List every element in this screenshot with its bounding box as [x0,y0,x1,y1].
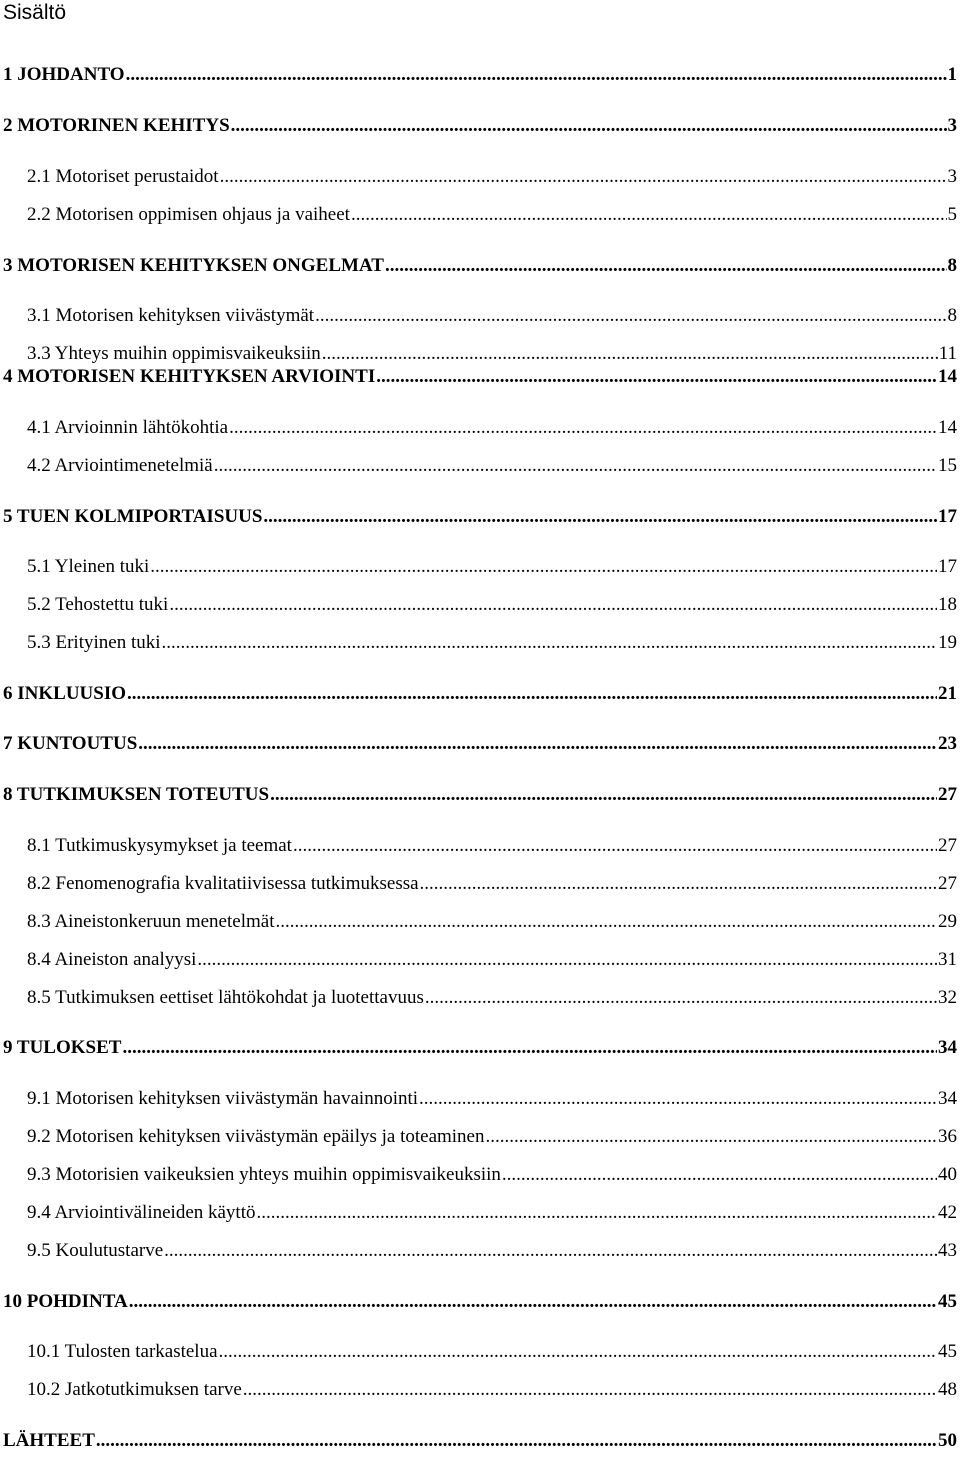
toc-entry[interactable] [3,365,957,389]
toc-entry[interactable] [27,631,957,655]
toc-dot-leader [351,203,947,227]
toc-dot-leader [243,1378,937,1402]
toc-entry-label: 10.2 Jatkotutkimuksen tarve [27,1379,242,1400]
toc-dot-leader [126,63,947,87]
toc-page-number: 8 [947,305,957,326]
toc-dot-leader [150,555,937,579]
toc-page-number: 42 [938,1202,957,1223]
toc-page-number: 11 [938,343,957,364]
toc-dot-leader [420,872,937,896]
toc-entry-label: 9.2 Motorisen kehityksen viivästymän epäilys ja toteaminen [27,1126,485,1147]
toc-dot-leader [164,1239,937,1263]
toc-page-number: 36 [938,1126,957,1147]
toc-entry-label: 10.1 Tulosten tarkastelua [27,1341,218,1362]
toc-page-number: 3 [947,115,957,136]
toc-dot-leader [263,505,937,529]
toc-entry[interactable] [27,203,957,227]
toc-page-number: 27 [938,835,957,856]
toc-entry[interactable] [3,505,957,529]
toc-dot-leader [127,682,937,706]
toc-entry-label: 9.1 Motorisen kehityksen viivästymän havainnointi [27,1088,419,1109]
toc-entry[interactable] [3,682,957,706]
toc-dot-leader [315,304,946,328]
toc-entry[interactable] [27,1087,957,1111]
toc-entry-label: 9.5 Koulutustarve [27,1240,164,1261]
toc-dot-leader [502,1163,937,1187]
toc-entry-label: 9.3 Motorisien vaikeuksien yhteys muihin oppimisvaikeuksiin [27,1164,501,1185]
toc-page-number: 43 [938,1240,957,1261]
toc-page-number: 14 [938,366,957,387]
toc-page-number: 27 [938,873,957,894]
toc-page-number: 15 [938,455,957,476]
toc-page-number: 21 [938,683,957,704]
toc-entry-label: 8 TUTKIMUKSEN TOTEUTUS [3,784,270,805]
toc-entry[interactable] [27,1125,957,1149]
toc-page-number: 45 [938,1291,957,1312]
toc-entry-label: 3.1 Motorisen kehityksen viivästymät [27,305,315,326]
toc-page-number: 27 [938,784,957,805]
toc-entry-label: 5.2 Tehostettu tuki [27,594,169,615]
toc-entry[interactable] [27,165,957,189]
toc-entry-label: 4.2 Arviointimenetelmiä [27,455,213,476]
toc-entry-label: 9 TULOKSET [3,1037,122,1058]
toc-page-number: 34 [938,1037,957,1058]
toc-dot-leader [219,1340,937,1364]
toc-entry-label: 3 MOTORISEN KEHITYKSEN ONGELMAT [3,255,384,276]
toc-page-number: 23 [938,733,957,754]
toc-entry[interactable] [27,416,957,440]
toc-entry[interactable] [27,986,957,1010]
toc-page-number: 29 [938,911,957,932]
toc-entry[interactable] [3,63,957,87]
toc-entry[interactable] [27,1201,957,1225]
toc-entry-label: 8.5 Tutkimuksen eettiset lähtökohdat ja luotettavuus [27,987,424,1008]
toc-dot-leader [275,910,937,934]
toc-entry[interactable] [3,254,957,278]
toc-entry-label: 8.1 Tutkimuskysymykset ja teemat [27,835,292,856]
toc-dot-leader [376,365,937,389]
toc-entry-label: 3.3 Yhteys muihin oppimisvaikeuksiin [27,343,321,364]
toc-dot-leader [229,416,937,440]
toc-entry-label: 10 POHDINTA [3,1291,128,1312]
toc-dot-leader [162,631,937,655]
toc-dot-leader [122,1036,937,1060]
toc-page-number: 50 [938,1430,957,1451]
toc-page-number: 19 [938,632,957,653]
toc-entry-label: 8.3 Aineistonkeruun menetelmät [27,911,275,932]
toc-entry-label: 9.4 Arviointivälineiden käyttö [27,1202,256,1223]
toc-entry[interactable] [27,1340,957,1364]
toc-page-number: 5 [947,204,957,225]
toc-entry[interactable] [27,304,957,328]
toc-entry-label: LÄHTEET [3,1430,95,1451]
toc-dot-leader [257,1201,938,1225]
toc-entry[interactable] [3,732,957,756]
toc-entry-label: 4.1 Arvioinnin lähtökohtia [27,417,229,438]
page-title: Sisältö [3,1,67,24]
toc-dot-leader [270,783,937,807]
toc-entry[interactable] [3,1036,957,1060]
toc-entry[interactable] [3,783,957,807]
toc-dot-leader [96,1429,937,1453]
toc-dot-leader [419,1087,937,1111]
toc-dot-leader [129,1290,937,1314]
toc-page-number: 17 [938,506,957,527]
toc-page-number: 14 [938,417,957,438]
toc-entry-label: 1 JOHDANTO [3,64,125,85]
toc-dot-leader [486,1125,938,1149]
toc-dot-leader [293,834,937,858]
toc-page-number: 48 [938,1379,957,1400]
toc-page-number: 17 [938,556,957,577]
toc-page-number: 45 [938,1341,957,1362]
toc-entry[interactable] [27,872,957,896]
toc-dot-leader [322,342,938,366]
toc-entry-label: 6 INKLUUSIO [3,683,126,704]
toc-dot-leader [214,454,937,478]
toc-entry[interactable] [3,1429,957,1453]
toc-entry[interactable] [27,454,957,478]
toc-dot-leader [385,254,947,278]
toc-entry[interactable] [27,948,957,972]
toc-entry-label: 2.2 Motorisen oppimisen ohjaus ja vaiheet [27,204,350,225]
toc-entry[interactable] [27,555,957,579]
toc-page-number: 34 [938,1088,957,1109]
toc-entry-label: 8.2 Fenomenografia kvalitatiivisessa tutkimuksessa [27,873,419,894]
toc-entry-label: 5 TUEN KOLMIPORTAISUUS [3,506,263,527]
toc-page-number: 31 [938,949,957,970]
toc-entry-label: 8.4 Aineiston analyysi [27,949,197,970]
toc-entry-label: 2.1 Motoriset perustaidot [27,166,219,187]
toc-dot-leader [169,593,937,617]
toc-entry-label: 7 KUNTOUTUS [3,733,138,754]
toc-page-number: 3 [947,166,957,187]
toc-entry[interactable] [27,593,957,617]
toc-dot-leader [231,114,947,138]
toc-page-number: 32 [938,987,957,1008]
toc-dot-leader [425,986,937,1010]
toc-entry[interactable] [27,342,957,366]
toc-entry-label: 4 MOTORISEN KEHITYKSEN ARVIOINTI [3,366,376,387]
toc-dot-leader [138,732,937,756]
toc-entry-label: 5.3 Erityinen tuki [27,632,161,653]
toc-entry[interactable] [27,1163,957,1187]
toc-entry[interactable] [27,910,957,934]
toc-entry-label: 5.1 Yleinen tuki [27,556,150,577]
toc-entry[interactable] [27,1239,957,1263]
toc-dot-leader [220,165,947,189]
toc-page-number: 1 [947,64,957,85]
toc-page-number: 40 [938,1164,957,1185]
toc-page-number: 18 [938,594,957,615]
toc-dot-leader [197,948,937,972]
toc-entry[interactable] [3,1290,957,1314]
toc-entry[interactable] [27,834,957,858]
toc-entry-label: 2 MOTORINEN KEHITYS [3,115,230,136]
toc-page-number: 8 [947,255,957,276]
toc-entry[interactable] [27,1378,957,1402]
toc-entry[interactable] [3,114,957,138]
